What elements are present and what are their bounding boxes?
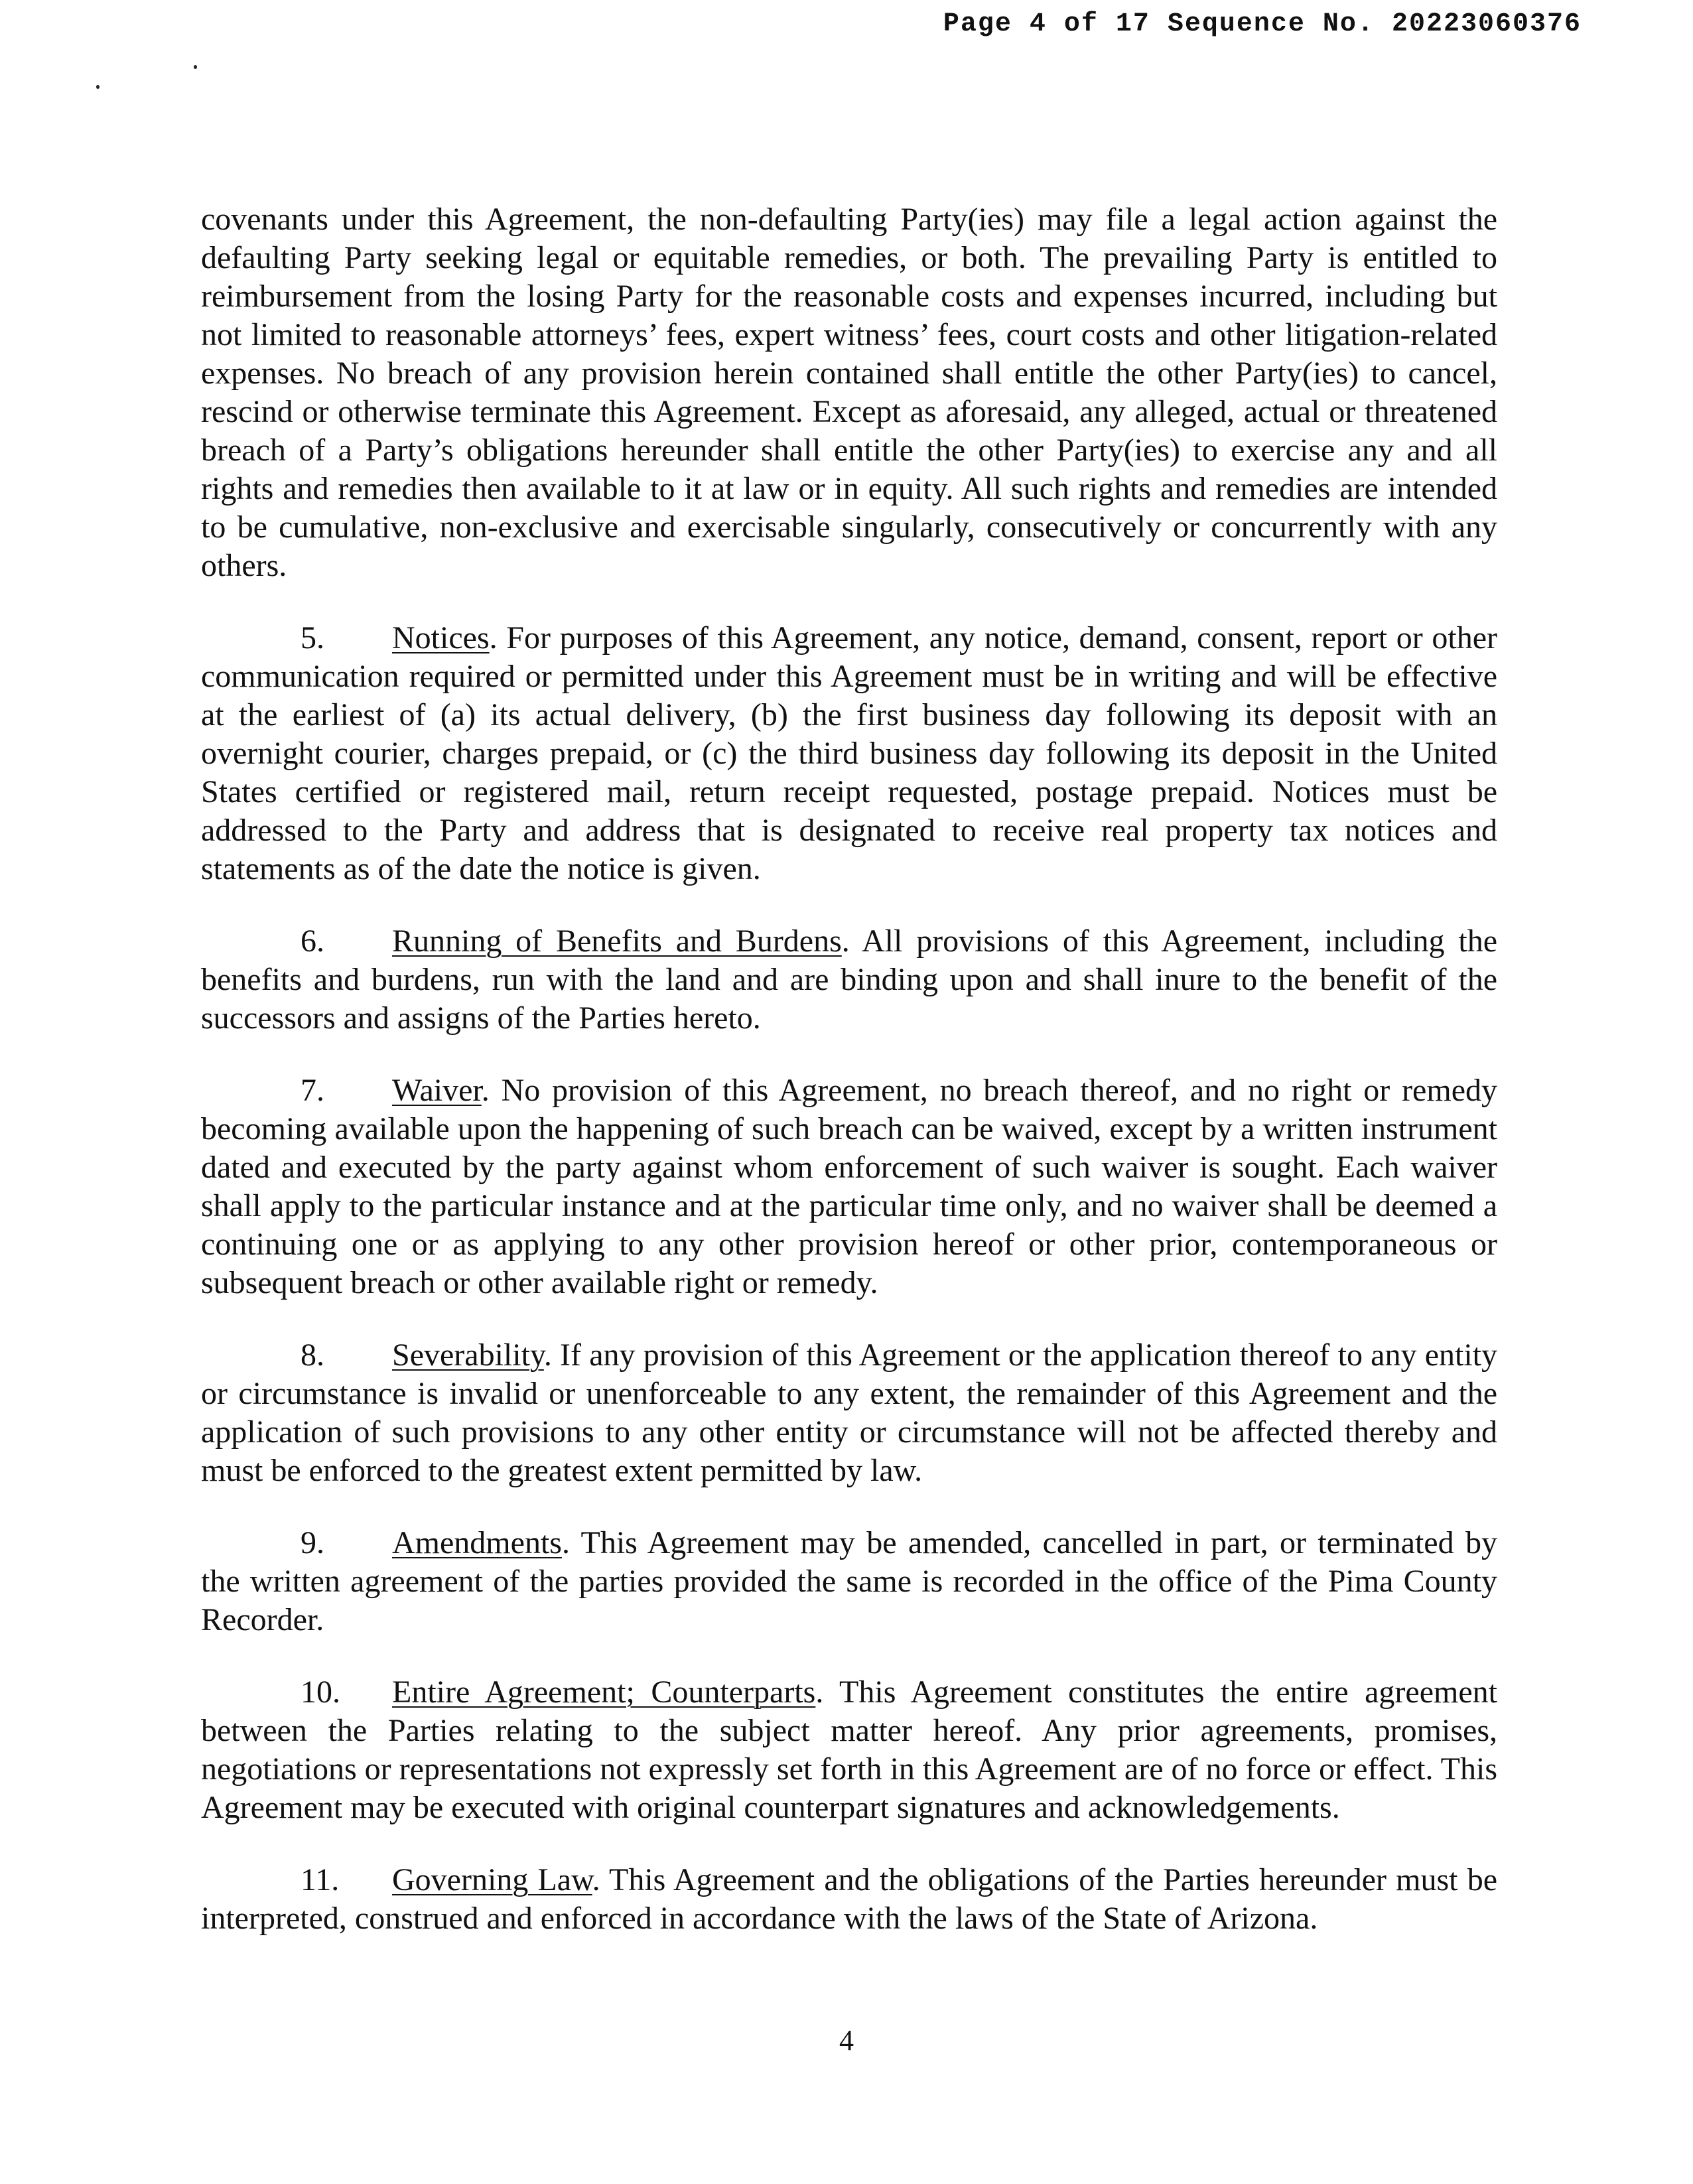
section-number: 8. bbox=[301, 1337, 324, 1373]
section-running-of-benefits bbox=[201, 922, 1497, 1038]
section-number: 6. bbox=[301, 923, 324, 959]
section-text: . This Agreement and the obligations of the Parties hereunder must be interpreted, construed and enforced in accordance with the laws of the State of Arizona. bbox=[201, 1862, 1497, 1936]
section-amendments bbox=[201, 1524, 1497, 1639]
section-heading: Governing Law bbox=[392, 1862, 592, 1897]
section-text: . This Agreement may be amended, cancelled in part, or terminated by the written agreement of the parties provided the same is recorded in the office of the Pima County Recorder. bbox=[201, 1525, 1497, 1637]
section-number: 5. bbox=[301, 620, 324, 655]
section-notices bbox=[201, 619, 1497, 888]
section-waiver bbox=[201, 1071, 1497, 1302]
section-heading: Notices bbox=[392, 620, 490, 655]
section-number: 9. bbox=[301, 1525, 324, 1560]
section-text: . No provision of this Agreement, no breach thereof, and no right or remedy becoming available upon the happening of such breach can be waived, except by a written instrument dated and executed by the party against whom enforcement of such waiver is sought. Each waiver shall apply to the particular instance and at the particular time only, and no waiver shall be deemed a continuing one or as applying to any other provision hereof or other prior, contemporaneous or subsequent breach or other available right or remedy. bbox=[201, 1073, 1497, 1300]
section-text: . This Agreement constitutes the entire agreement between the Parties relating to the subject matter hereof. Any prior agreements, promises, negotiations or representations not expressly set forth in this Agreement are of no force or effect. This Agreement may be executed with original counterpart signatures and acknowledgements. bbox=[201, 1674, 1497, 1825]
continuation-paragraph: covenants under this Agreement, the non-defaulting Party(ies) may file a legal action against the defaulting Party seeking legal or equitable remedies, or both. The prevailing Party is entitled to reimbursement from the losing Party for the reasonable costs and expenses incurred, including but not limited to reasonable attorneys’ fees, expert witness’ fees, court costs and other litigation-related expenses. No breach of any provision herein contained shall entitle the other Party(ies) to cancel, rescind or otherwise terminate this Agreement. Except as aforesaid, any alleged, actual or threatened breach of a Party’s obligations hereunder shall entitle the other Party(ies) to exercise any and all rights and remedies then available to it at law or in equity. All such rights and remedies are intended to be cumulative, non-exclusive and exercisable singularly, consecutively or concurrently with any others. bbox=[201, 202, 1497, 583]
section-number: 7. bbox=[301, 1073, 324, 1108]
scan-speck bbox=[194, 65, 197, 69]
section-heading: Waiver bbox=[392, 1073, 482, 1108]
section-governing-law bbox=[201, 1861, 1497, 1938]
document-body bbox=[201, 200, 1497, 1938]
scan-speck bbox=[96, 85, 100, 89]
section-entire-agreement bbox=[201, 1673, 1497, 1827]
section-text: . All provisions of this Agreement, including the benefits and burdens, run with the land and are binding upon and shall inure to the benefit of the successors and assigns of the Parties hereto. bbox=[201, 923, 1497, 1036]
section-heading: Severability bbox=[392, 1337, 544, 1373]
section-heading: Running of Benefits and Burdens bbox=[392, 923, 842, 959]
section-text: . If any provision of this Agreement or the application thereof to any entity or circumstance is invalid or unenforceable to any extent, the remainder of this Agreement and the application of such provisions to any other entity or circumstance will not be affected thereby and must be enforced to the greatest extent permitted by law. bbox=[201, 1337, 1497, 1488]
section-severability bbox=[201, 1336, 1497, 1490]
section-number: 10. bbox=[301, 1674, 340, 1710]
section-text: . For purposes of this Agreement, any notice, demand, consent, report or other communication required or permitted under this Agreement must be in writing and will be effective at the earliest of (a) its actual delivery, (b) the first business day following its deposit with an overnight courier, charges prepaid, or (c) the third business day following its deposit in the United States certified or registered mail, return receipt requested, postage prepaid. Notices must be addressed to the Party and address that is designated to receive real property tax notices and statements as of the date the notice is given. bbox=[201, 620, 1497, 886]
section-number: 11. bbox=[301, 1862, 340, 1897]
section-heading: Amendments bbox=[392, 1525, 562, 1560]
section-heading: Entire Agreement; Counterparts bbox=[392, 1674, 816, 1710]
recording-stamp: Page 4 of 17 Sequence No. 20223060376 bbox=[943, 9, 1582, 39]
page-number: 4 bbox=[839, 2024, 854, 2057]
